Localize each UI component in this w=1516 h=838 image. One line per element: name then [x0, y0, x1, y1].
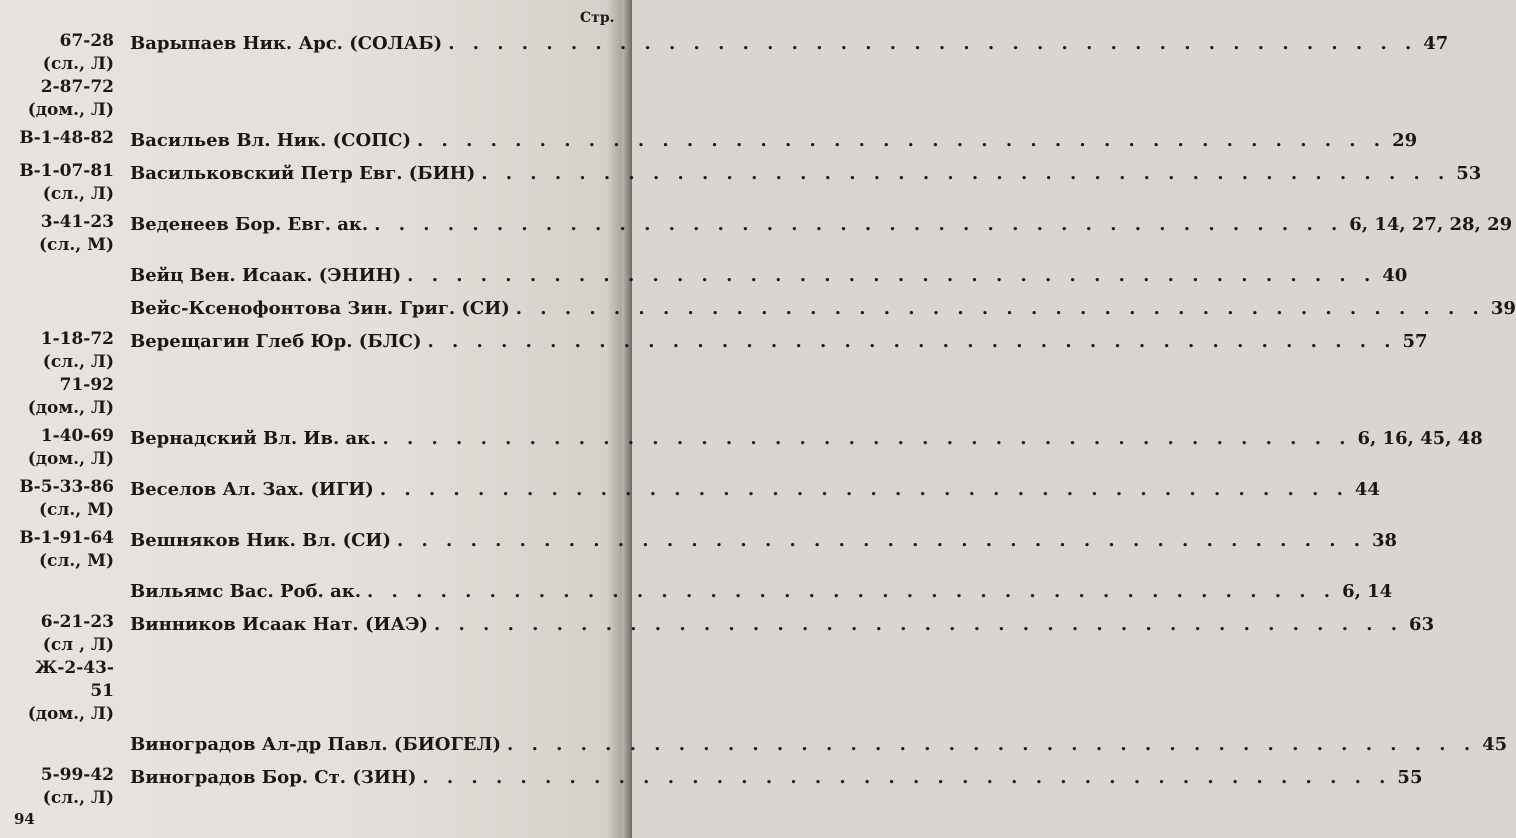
directory-entry	[14, 764, 1423, 810]
page-number: 94	[14, 810, 35, 828]
phone-line: 71-92	[59, 375, 114, 395]
directory-entry	[14, 611, 1435, 726]
phone-line: (сл., М)	[39, 551, 114, 571]
person-name: Васильев Вл. Ник. (СОПС)	[130, 130, 412, 151]
directory-entry	[14, 425, 1483, 471]
phone-line: 5-99-42	[40, 765, 114, 785]
name-line	[130, 611, 1434, 639]
directory-entry	[14, 731, 1508, 759]
directory-entry	[14, 30, 1449, 122]
page-references: 55	[1397, 767, 1423, 788]
person-name: Васильковский Петр Евг. (БИН)	[130, 163, 476, 184]
directory-entry	[14, 127, 1418, 155]
directory-entry	[14, 160, 1482, 206]
page-references: 53	[1456, 163, 1482, 184]
phone-line: (сл., Л)	[42, 184, 114, 204]
phone-line: В-5-33-86	[19, 477, 114, 497]
dot-leader: . . . . . . . . . . . . . . . . . . . . . . . . . . . . . . . . . . . . . . . .	[427, 331, 1397, 352]
name-line	[130, 578, 1392, 606]
name-line	[130, 476, 1380, 504]
phone-line: 3-41-23	[40, 212, 114, 232]
phone-column	[14, 160, 114, 206]
phone-line: 2-87-72	[40, 77, 114, 97]
phone-column	[14, 527, 114, 573]
phone-line: (дом., Л)	[27, 704, 114, 724]
phone-line: (сл., М)	[39, 500, 114, 520]
person-name: Веселов Ал. Зах. (ИГИ)	[130, 479, 374, 500]
phone-line: (сл., Л)	[42, 54, 114, 74]
directory-entries	[14, 30, 1516, 815]
directory-entry	[14, 211, 1513, 257]
phone-column	[14, 328, 114, 420]
phone-line: Ж-2-43-51	[35, 658, 114, 701]
phone-line: 1-40-69	[40, 426, 114, 446]
phone-column	[14, 611, 114, 726]
page-references: 29	[1392, 130, 1418, 151]
phone-line: (сл , Л)	[42, 635, 114, 655]
page-references: 6, 14, 27, 28, 29	[1349, 214, 1513, 235]
phone-line: (дом., Л)	[27, 398, 114, 418]
phone-line: (сл., Л)	[42, 788, 114, 808]
page-edge-shadow	[622, 0, 632, 838]
name-line	[130, 328, 1428, 356]
phone-line: В-1-07-81	[19, 161, 114, 181]
phone-line: В-1-91-64	[19, 528, 114, 548]
person-name: Виноградов Бор. Ст. (ЗИН)	[130, 767, 417, 788]
dot-leader: . . . . . . . . . . . . . . . . . . . . . . . . . . . . . . . . . . . . . . . .	[481, 163, 1451, 184]
dot-leader: . . . . . . . . . . . . . . . . . . . . . . . . . . . . . . . . . . . . . . . .	[515, 298, 1485, 319]
phone-column	[14, 476, 114, 522]
phone-line: 6-21-23	[40, 612, 114, 632]
person-name: Вейц Вен. Исаак. (ЭНИН)	[130, 265, 402, 286]
person-name: Веденеев Бор. Евг. ак.	[130, 214, 369, 235]
phone-column	[14, 30, 114, 122]
phone-line: 1-18-72	[40, 329, 114, 349]
page-references: 47	[1423, 33, 1449, 54]
dot-leader: . . . . . . . . . . . . . . . . . . . . . . . . . . . . . . . . . . . . . . . .	[379, 479, 1349, 500]
phone-column	[14, 211, 114, 257]
page-references: 57	[1402, 331, 1428, 352]
name-line	[130, 295, 1516, 323]
dot-leader: . . . . . . . . . . . . . . . . . . . . . . . . . . . . . . . . . . . . . . . .	[448, 33, 1418, 54]
page-references: 6, 16, 45, 48	[1357, 428, 1483, 449]
page-references: 45	[1482, 734, 1508, 755]
name-line	[130, 731, 1507, 759]
dot-leader: . . . . . . . . . . . . . . . . . . . . . . . . . . . . . . . . . . . . . . . .	[367, 581, 1337, 602]
dot-leader: . . . . . . . . . . . . . . . . . . . . . . . . . . . . . . . . . . . . . . . .	[396, 530, 1367, 551]
pages-column-header: Стр.	[580, 10, 615, 26]
phone-line: (дом., Л)	[27, 449, 114, 469]
dot-leader: . . . . . . . . . . . . . . . . . . . . . . . . . . . . . . . . . . . . . . . .	[407, 265, 1377, 286]
page-references: 6, 14	[1342, 581, 1393, 602]
page-references: 38	[1372, 530, 1398, 551]
person-name: Винников Исаак Нат. (ИАЭ)	[130, 614, 428, 635]
directory-entry	[14, 476, 1380, 522]
directory-entry	[14, 295, 1516, 323]
directory-entry	[14, 262, 1408, 290]
page-references: 63	[1409, 614, 1435, 635]
phone-line: (сл., М)	[39, 235, 114, 255]
phone-line: (сл., Л)	[42, 352, 114, 372]
person-name: Варыпаев Ник. Арс. (СОЛАБ)	[130, 33, 443, 54]
name-line	[130, 764, 1422, 792]
directory-entry	[14, 578, 1393, 606]
name-line	[130, 127, 1417, 155]
page-references: 40	[1382, 265, 1408, 286]
dot-leader: . . . . . . . . . . . . . . . . . . . . . . . . . . . . . . . . . . . . . . . .	[507, 734, 1477, 755]
phone-column	[14, 764, 114, 810]
dot-leader: . . . . . . . . . . . . . . . . . . . . . . . . . . . . . . . . . . . . . . . .	[433, 614, 1404, 635]
dot-leader: . . . . . . . . . . . . . . . . . . . . . . . . . . . . . . . . . . . . . . . .	[422, 767, 1392, 788]
person-name: Вешняков Ник. Вл. (СИ)	[130, 530, 391, 551]
phone-line: В-1-48-82	[19, 128, 114, 148]
name-line	[130, 211, 1512, 239]
person-name: Вейс-Ксенофонтова Зин. Григ. (СИ)	[130, 298, 510, 319]
person-name: Вильямс Вас. Роб. ак.	[130, 581, 362, 602]
phone-line: (дом., Л)	[27, 100, 114, 120]
name-line	[130, 160, 1481, 188]
name-line	[130, 30, 1448, 58]
phone-column	[14, 127, 114, 150]
dot-leader: . . . . . . . . . . . . . . . . . . . . . . . . . . . . . . . . . . . . . . . .	[417, 130, 1387, 151]
phone-column	[14, 425, 114, 471]
directory-entry	[14, 328, 1428, 420]
page-references: 44	[1354, 479, 1380, 500]
page-references: 39	[1490, 298, 1516, 319]
directory-entry	[14, 527, 1398, 573]
dot-leader: . . . . . . . . . . . . . . . . . . . . . . . . . . . . . . . . . . . . . . . .	[374, 214, 1344, 235]
dot-leader: . . . . . . . . . . . . . . . . . . . . . . . . . . . . . . . . . . . . . . . .	[382, 428, 1352, 449]
name-line	[130, 262, 1407, 290]
person-name: Виноградов Ал-др Павл. (БИОГЕЛ)	[130, 734, 502, 755]
person-name: Вернадский Вл. Ив. ак.	[130, 428, 377, 449]
phone-line: 67-28	[59, 31, 114, 51]
name-line	[130, 527, 1397, 555]
name-line	[130, 425, 1483, 453]
person-name: Верещагин Глеб Юр. (БЛС)	[130, 331, 422, 352]
